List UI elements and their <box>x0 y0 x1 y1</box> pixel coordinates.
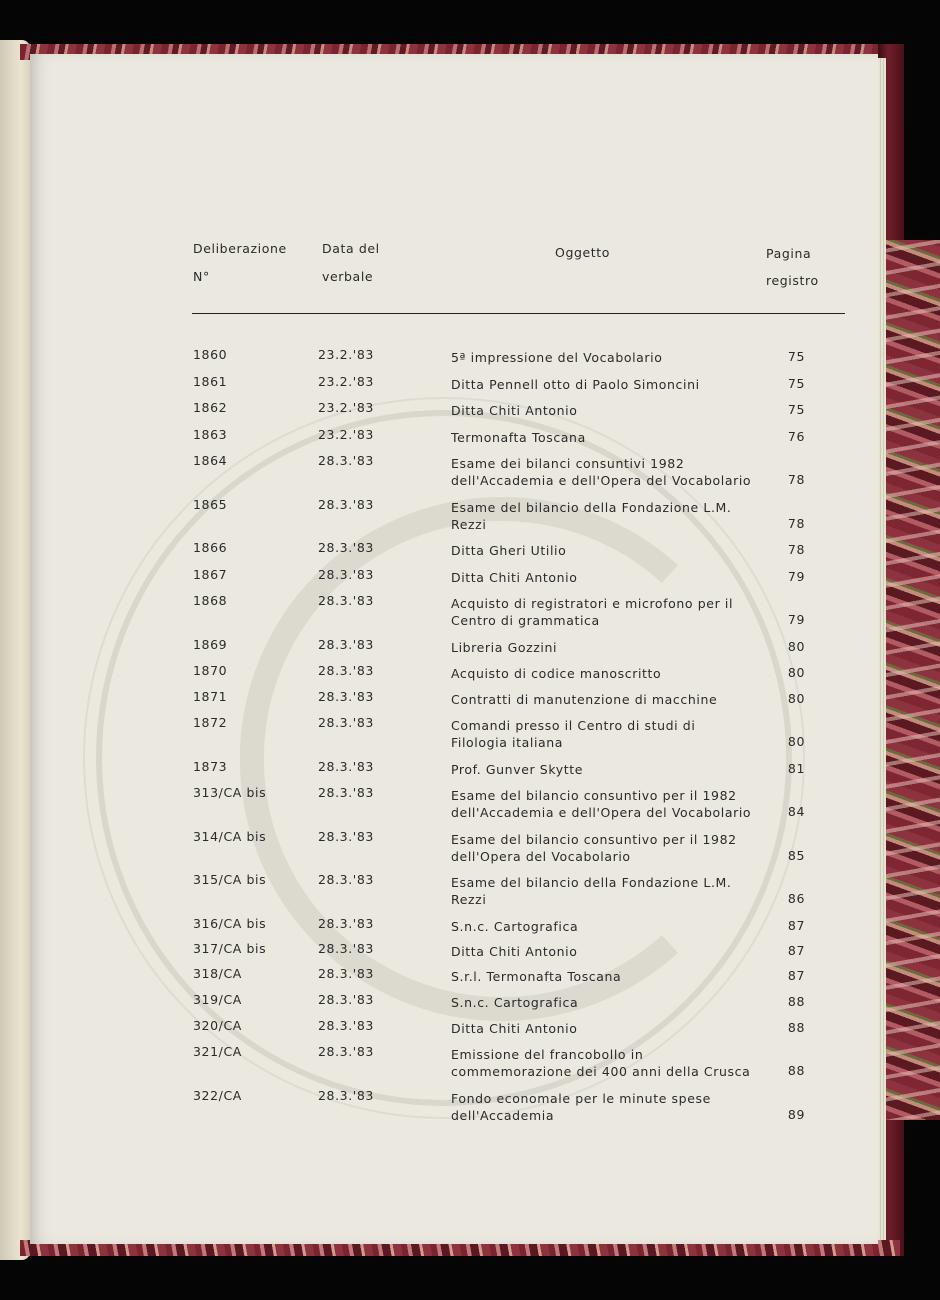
verbale-date: 28.3.'83 <box>318 1088 374 1103</box>
deliberazione-number: 1867 <box>193 567 228 582</box>
header-label: Pagina <box>766 246 812 261</box>
registro-page: 89 <box>787 1107 805 1122</box>
oggetto-text: Ditta Pennell otto di Paolo Simoncini <box>451 377 700 392</box>
verbale-date: 28.3.'83 <box>318 663 374 678</box>
oggetto-text: Contratti di manutenzione di macchine <box>451 692 718 707</box>
verbale-date: 28.3.'83 <box>318 759 374 774</box>
header-label: Data del <box>322 241 380 256</box>
oggetto-text: S.n.c. Cartografica <box>451 995 579 1010</box>
oggetto-text: Termonafta Toscana <box>451 430 586 445</box>
oggetto-text: Acquisto di codice manoscritto <box>451 666 662 681</box>
deliberazione-number: 321/CA <box>193 1044 242 1059</box>
deliberazione-number: 313/CA bis <box>193 785 267 800</box>
registro-page: 75 <box>787 402 805 417</box>
oggetto-text: Esame del bilancio della Fondazione L.M. Rezzi <box>451 875 732 907</box>
verbale-date: 28.3.'83 <box>318 992 374 1007</box>
deliberazione-number: 314/CA bis <box>193 829 267 844</box>
oggetto-text: Prof. Gunver Skytte <box>451 762 584 777</box>
verbale-date: 23.2.'83 <box>318 427 374 442</box>
verbale-date: 28.3.'83 <box>318 872 374 887</box>
verbale-date: 28.3.'83 <box>318 829 374 844</box>
verbale-date: 28.3.'83 <box>318 593 374 608</box>
verbale-date: 28.3.'83 <box>318 785 374 800</box>
registro-page: 87 <box>787 968 805 983</box>
oggetto-text: Esame del bilancio consuntivo per il 1982 dell'Opera del Vocabolario <box>451 832 737 864</box>
document-page <box>30 54 878 1244</box>
oggetto-text: Fondo economale per le minute spese dell'Accademia <box>451 1091 711 1123</box>
oggetto-text: 5ª impressione del Vocabolario <box>451 350 663 365</box>
oggetto-text: S.r.l. Termonafta Toscana <box>451 969 622 984</box>
verbale-date: 23.2.'83 <box>318 347 374 362</box>
header-data-verbale <box>322 241 380 285</box>
header-label: registro <box>766 273 819 288</box>
registro-page: 80 <box>787 639 805 654</box>
registro-page: 88 <box>787 1063 805 1078</box>
header-label: N° <box>193 269 210 284</box>
register-table <box>30 54 878 1244</box>
verbale-date: 28.3.'83 <box>318 715 374 730</box>
deliberazione-number: 1862 <box>193 400 228 415</box>
registro-page: 76 <box>787 429 805 444</box>
registro-page: 84 <box>787 804 805 819</box>
oggetto-text: Ditta Chiti Antonio <box>451 570 578 585</box>
registro-page: 86 <box>787 891 805 906</box>
registro-page: 87 <box>787 943 805 958</box>
verbale-date: 28.3.'83 <box>318 453 374 468</box>
registro-page: 79 <box>787 612 805 627</box>
oggetto-text: Ditta Chiti Antonio <box>451 944 578 959</box>
verbale-date: 28.3.'83 <box>318 916 374 931</box>
oggetto-text: Libreria Gozzini <box>451 640 558 655</box>
marbled-endpaper <box>883 240 940 1120</box>
deliberazione-number: 1873 <box>193 759 228 774</box>
deliberazione-number: 319/CA <box>193 992 242 1007</box>
oggetto-text: Ditta Chiti Antonio <box>451 403 578 418</box>
header-oggetto: Oggetto <box>555 245 611 260</box>
deliberazione-number: 1863 <box>193 427 228 442</box>
verbale-date: 23.2.'83 <box>318 374 374 389</box>
registro-page: 87 <box>787 918 805 933</box>
deliberazione-number: 322/CA <box>193 1088 242 1103</box>
registro-page: 80 <box>787 734 805 749</box>
verbale-date: 28.3.'83 <box>318 941 374 956</box>
header-label: verbale <box>322 269 374 284</box>
verbale-date: 28.3.'83 <box>318 567 374 582</box>
deliberazione-number: 317/CA bis <box>193 941 267 956</box>
registro-page: 88 <box>787 1020 805 1035</box>
verbale-date: 28.3.'83 <box>318 540 374 555</box>
verbale-date: 28.3.'83 <box>318 966 374 981</box>
deliberazione-number: 320/CA <box>193 1018 242 1033</box>
oggetto-text: Esame dei bilanci consuntivi 1982 dell'Accademia e dell'Opera del Vocabolario <box>451 456 752 488</box>
header-rule <box>192 313 845 314</box>
oggetto-text: Ditta Gheri Utilio <box>451 543 567 558</box>
header-label: Deliberazione <box>193 241 287 256</box>
deliberazione-number: 1868 <box>193 593 228 608</box>
verbale-date: 28.3.'83 <box>318 1018 374 1033</box>
oggetto-text: S.n.c. Cartografica <box>451 919 579 934</box>
deliberazione-number: 1860 <box>193 347 228 362</box>
deliberazione-number: 1861 <box>193 374 228 389</box>
registro-page: 79 <box>787 569 805 584</box>
oggetto-text: Esame del bilancio della Fondazione L.M. Rezzi <box>451 500 732 532</box>
deliberazione-number: 1865 <box>193 497 228 512</box>
registro-page: 80 <box>787 691 805 706</box>
registro-page: 78 <box>787 516 805 531</box>
deliberazione-number: 1864 <box>193 453 228 468</box>
registro-page: 81 <box>787 761 805 776</box>
deliberazione-number: 318/CA <box>193 966 242 981</box>
registro-page: 85 <box>787 848 805 863</box>
verbale-date: 28.3.'83 <box>318 497 374 512</box>
deliberazione-number: 1866 <box>193 540 228 555</box>
header-pagina-registro <box>766 246 819 289</box>
deliberazione-number: 1872 <box>193 715 228 730</box>
registro-page: 75 <box>787 376 805 391</box>
registro-page: 75 <box>787 349 805 364</box>
verbale-date: 28.3.'83 <box>318 1044 374 1059</box>
registro-page: 88 <box>787 994 805 1009</box>
oggetto-text: Comandi presso il Centro di studi di Filologia italiana <box>451 718 696 750</box>
registro-page: 78 <box>787 542 805 557</box>
oggetto-text: Emissione del francobollo in commemorazione dei 400 anni della Crusca <box>451 1047 751 1079</box>
left-page-edge <box>0 40 30 1260</box>
verbale-date: 28.3.'83 <box>318 689 374 704</box>
oggetto-text: Acquisto di registratori e microfono per il Centro di grammatica <box>451 596 734 628</box>
registro-page: 80 <box>787 665 805 680</box>
header-deliberazione <box>193 241 287 285</box>
oggetto-text: Esame del bilancio consuntivo per il 1982 dell'Accademia e dell'Opera del Vocabolario <box>451 788 752 820</box>
deliberazione-number: 1869 <box>193 637 228 652</box>
verbale-date: 23.2.'83 <box>318 400 374 415</box>
deliberazione-number: 1870 <box>193 663 228 678</box>
deliberazione-number: 315/CA bis <box>193 872 267 887</box>
deliberazione-number: 316/CA bis <box>193 916 267 931</box>
deliberazione-number: 1871 <box>193 689 228 704</box>
verbale-date: 28.3.'83 <box>318 637 374 652</box>
registro-page: 78 <box>787 472 805 487</box>
oggetto-text: Ditta Chiti Antonio <box>451 1021 578 1036</box>
